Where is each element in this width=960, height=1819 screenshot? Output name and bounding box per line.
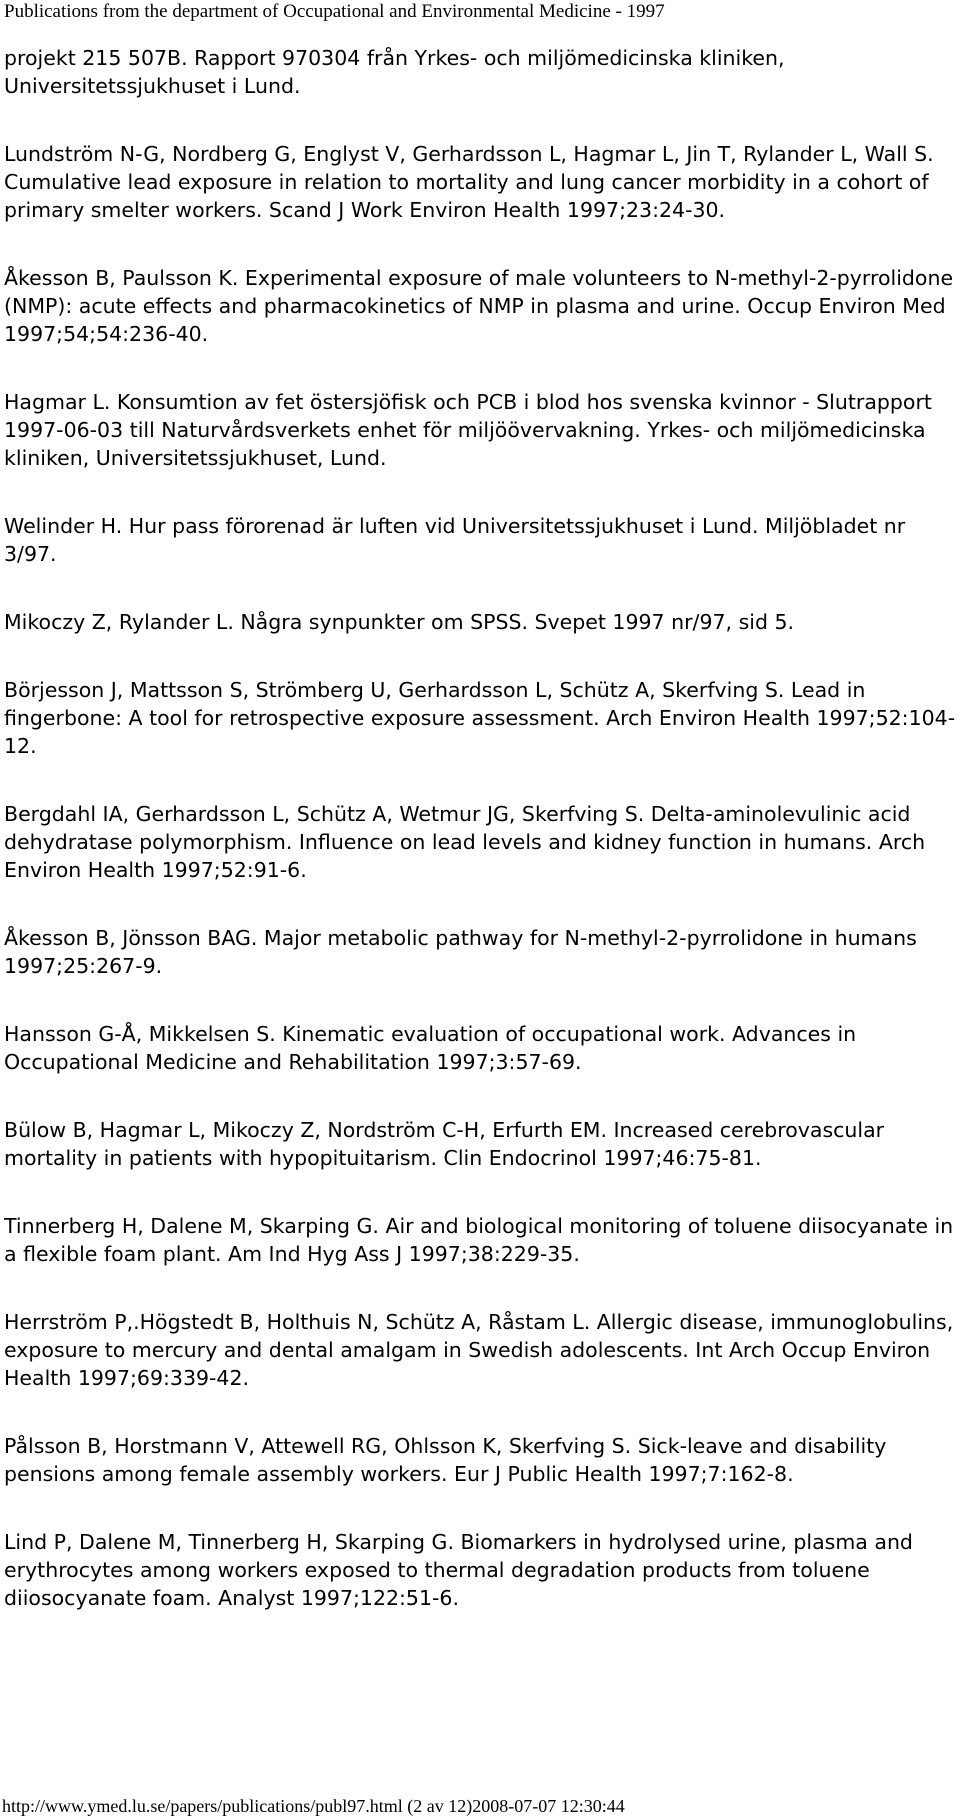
publication-entry: Börjesson J, Mattsson S, Strömberg U, Gerhardsson L, Schütz A, Skerfving S. Lead in fingerbone: A tool for retrospective exposure assessment. Arch Environ Health 1997;52:104-12. (4, 678, 956, 758)
publication-entry: Åkesson B, Paulsson K. Experimental exposure of male volunteers to N-methyl-2-pyrrolidone (NMP): acute effects and pharmacokinetics of NMP in plasma and urine. Occup Environ Med 1997;54;54:236-40. (4, 266, 954, 346)
publication-entry: Lundström N-G, Nordberg G, Englyst V, Gerhardsson L, Hagmar L, Jin T, Rylander L, Wall S. Cumulative lead exposure in relation to mortality and lung cancer morbidity in a cohort of primary smelter workers. Scand J Work Environ Health 1997;23:24-30. (4, 142, 934, 222)
publication-entry: projekt 215 507B. Rapport 970304 från Yrkes- och miljömedicinska kliniken, Universitetssjukhuset i Lund. (4, 46, 785, 98)
publication-list (4, 44, 956, 1652)
publication-entry: Bülow B, Hagmar L, Mikoczy Z, Nordström C-H, Erfurth EM. Increased cerebrovascular mortality in patients with hypopituitarism. Clin Endocrinol 1997;46:75-81. (4, 1118, 885, 1170)
publication-entry: Hagmar L. Konsumtion av fet östersjöfisk och PCB i blod hos svenska kvinnor - Slutrapport 1997-06-03 till Naturvårdsverkets enhet för miljöövervakning. Yrkes- och miljömedicinska kliniken, Universitetssjukhuset, Lund. (4, 390, 932, 470)
publication-entry: Mikoczy Z, Rylander L. Några synpunkter om SPSS. Svepet 1997 nr/97, sid 5. (4, 610, 795, 634)
page-header-title: Publications from the department of Occupational and Environmental Medicine - 1997 (4, 1, 665, 22)
publication-entry: Bergdahl IA, Gerhardsson L, Schütz A, Wetmur JG, Skerfving S. Delta-aminolevulinic acid dehydratase polymorphism. Influence on lead levels and kidney function in humans. Arch Environ Health 1997;52:91-6. (4, 802, 926, 882)
page-footer-url: http://www.ymed.lu.se/papers/publications/publ97.html (2 av 12)2008-07-07 12:30:44 (2, 1796, 625, 1816)
publication-entry: Herrström P,.Högstedt B, Holthuis N, Schütz A, Råstam L. Allergic disease, immunoglobulins, exposure to mercury and dental amalgam in Swedish adolescents. Int Arch Occup Environ Health 1997;69:339-42. (4, 1310, 954, 1390)
publication-entry: Hansson G-Å, Mikkelsen S. Kinematic evaluation of occupational work. Advances in Occupational Medicine and Rehabilitation 1997;3:57-69. (4, 1022, 857, 1074)
publication-entry: Lind P, Dalene M, Tinnerberg H, Skarping G. Biomarkers in hydrolysed urine, plasma and erythrocytes among workers exposed to thermal degradation products from toluene diiosocyanate foam. Analyst 1997;122:51-6. (4, 1530, 913, 1610)
publication-entry: Tinnerberg H, Dalene M, Skarping G. Air and biological monitoring of toluene diisocyanate in a flexible foam plant. Am Ind Hyg Ass J 1997;38:229-35. (4, 1214, 954, 1266)
publication-entry: Pålsson B, Horstmann V, Attewell RG, Ohlsson K, Skerfving S. Sick-leave and disability pensions among female assembly workers. Eur J Public Health 1997;7:162-8. (4, 1434, 887, 1486)
publication-entry: Welinder H. Hur pass förorenad är luften vid Universitetssjukhuset i Lund. Miljöbladet nr 3/97. (4, 514, 906, 566)
publication-entry: Åkesson B, Jönsson BAG. Major metabolic pathway for N-methyl-2-pyrrolidone in humans 1997;25:267-9. (4, 926, 917, 978)
